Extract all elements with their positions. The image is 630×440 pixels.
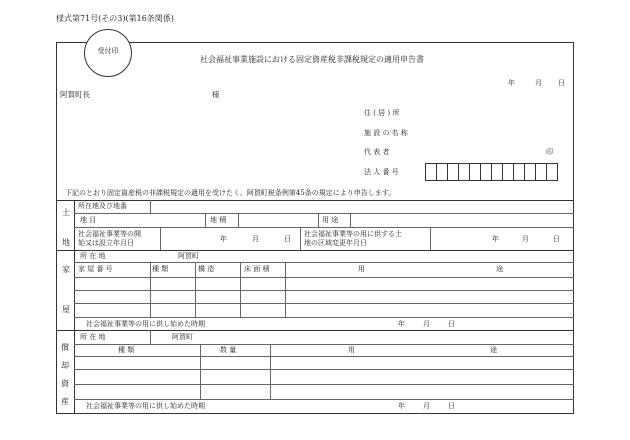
house-col-rule: [195, 262, 196, 317]
date-month: 月: [535, 79, 542, 87]
honorific: 様: [212, 90, 220, 99]
land-chimoku-label: 地 目: [80, 216, 97, 224]
house-row-rule: [74, 262, 574, 263]
asset-row-rule: [74, 384, 574, 385]
asset-use-label-1: 用: [348, 346, 355, 354]
date-day: 日: [558, 79, 565, 87]
house-col-rule: [240, 262, 241, 317]
seal-mark: 印: [546, 148, 553, 156]
land-row-rule: [74, 213, 574, 214]
house-structure-label: 構 造: [198, 265, 215, 273]
house-use-label-1: 用: [358, 265, 365, 273]
asset-location-label: 所 在 地: [80, 333, 106, 341]
house-row-rule: [74, 317, 574, 318]
form-title: 社会福祉事業施設における固定資産税非課税規定の適用申告書: [200, 55, 424, 64]
land-start-label-2: 始又は設立年月日: [78, 239, 134, 247]
land-change-year: 年: [492, 235, 499, 243]
house-col-rule: [150, 262, 151, 317]
land-col-rule: [150, 200, 151, 213]
land-start-month: 月: [252, 235, 259, 243]
asset-row-rule: [74, 369, 574, 370]
house-row-rule: [74, 277, 574, 278]
land-start-year: 年: [220, 235, 227, 243]
representative-label: 代 表 者: [364, 148, 390, 156]
land-start-label-1: 社会福祉事業等の開: [78, 230, 141, 238]
house-row-rule: [74, 290, 574, 291]
land-change-day: 日: [553, 235, 560, 243]
asset-use-label-2: 途: [490, 346, 497, 354]
land-change-label-1: 社会福祉事業等の用に供する土: [304, 230, 402, 238]
asset-row-rule: [74, 399, 574, 400]
facility-name-label: 施 設 の 名 称: [364, 129, 408, 137]
house-label-2: 屋: [62, 305, 70, 314]
house-type-label: 種 類: [152, 265, 169, 273]
land-col-rule: [430, 227, 431, 250]
house-number-label: 家 屋 番 号: [78, 265, 113, 273]
land-col-rule: [300, 227, 301, 250]
land-location-label: 所在地及び地番: [78, 202, 127, 210]
land-label-2: 地: [62, 238, 70, 247]
corporate-number-digit-box[interactable]: [546, 163, 558, 181]
house-label-1: 家: [62, 265, 70, 274]
land-area-label: 地 積: [210, 216, 227, 224]
asset-section-char: 却: [61, 361, 69, 370]
stamp-label: 受付印: [97, 47, 119, 55]
house-start-year: 年: [398, 320, 405, 328]
address-label: 住 ( 居 ) 所: [364, 109, 400, 117]
land-change-month: 月: [522, 235, 529, 243]
asset-row-rule: [74, 356, 574, 357]
house-start-label: 社会福祉事業等の用に供し始めた時期: [86, 320, 205, 328]
asset-start-day: 日: [448, 402, 455, 410]
land-label-1: 土: [62, 208, 70, 217]
asset-section-char: 償: [61, 343, 69, 352]
asset-col-rule: [200, 344, 201, 399]
form-frame: [56, 42, 574, 414]
land-col-rule: [160, 227, 161, 250]
date-year: 年: [508, 79, 515, 87]
statement-text: 下記のとおり固定資産税の非課税規定の適用を受けたく、阿賀町税条例第45条の規定により申告します。: [65, 189, 396, 197]
asset-col-rule: [270, 344, 271, 399]
house-use-label-2: 途: [496, 265, 503, 273]
house-location-value: 阿賀町: [178, 252, 199, 260]
house-row-rule: [74, 303, 574, 304]
asset-type-label: 種 類: [118, 346, 135, 354]
house-asset-divider: [56, 330, 574, 331]
addressee: 阿賀町長: [60, 90, 90, 99]
land-house-divider: [56, 250, 574, 251]
asset-start-label: 社会福祉事業等の用に供し始めた時期: [86, 402, 205, 410]
land-use-label: 用 途: [322, 216, 339, 224]
land-change-label-2: 地の区域変更年月日: [304, 239, 367, 247]
land-start-day: 日: [284, 235, 291, 243]
asset-start-month: 月: [423, 402, 430, 410]
land-row-rule: [74, 227, 574, 228]
house-floor-area-label: 床 面 積: [244, 265, 270, 273]
land-col-rule: [350, 213, 351, 227]
table-top-rule: [56, 200, 574, 201]
asset-row-rule: [74, 344, 574, 345]
house-start-month: 月: [423, 320, 430, 328]
asset-qty-label: 数 量: [220, 346, 237, 354]
asset-section-char: 資: [61, 379, 69, 388]
land-col-rule: [238, 213, 239, 227]
reception-stamp: [84, 29, 132, 77]
house-col-rule: [285, 262, 286, 317]
corporate-number-label: 法 人 番 号: [364, 168, 399, 176]
land-col-rule: [205, 213, 206, 227]
land-col-rule: [318, 213, 319, 227]
house-location-label: 所 在 地: [80, 252, 106, 260]
form-number: 様式第71号(その3)(第16条関係): [56, 14, 174, 23]
asset-start-year: 年: [398, 402, 405, 410]
asset-col-rule: [150, 330, 151, 344]
section-column-rule: [74, 200, 75, 414]
asset-location-value: 阿賀町: [172, 333, 193, 341]
house-start-day: 日: [448, 320, 455, 328]
asset-section-char: 産: [61, 397, 69, 406]
